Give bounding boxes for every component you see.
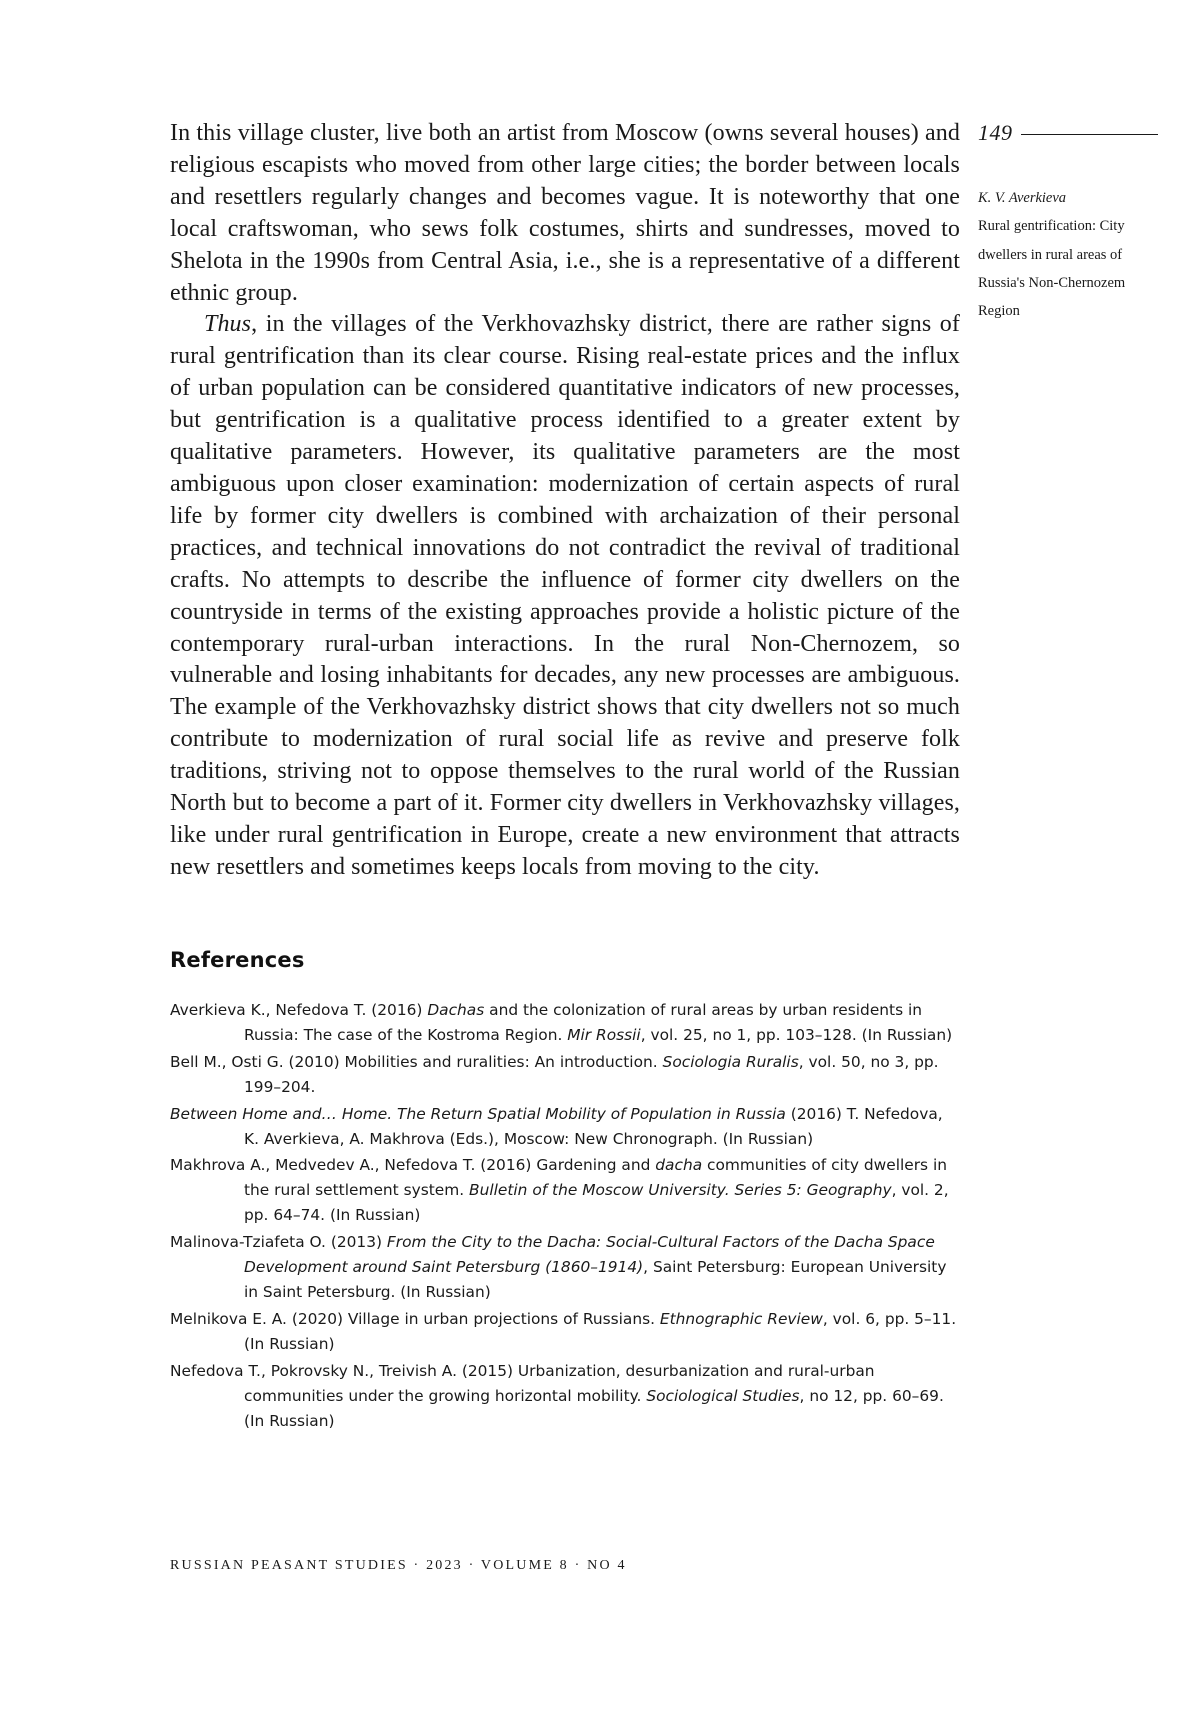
page-number-rule (1021, 134, 1159, 135)
reference-text: and the colonization of rural areas by urban residents in Russia: The case of the Kostroma Region. (244, 1000, 923, 1044)
reference-text: , vol. 50, no 3, pp. 199–204. (244, 1052, 939, 1096)
reference-item (170, 1307, 960, 1357)
reference-title-italic: Sociologia Ruralis (662, 1052, 799, 1071)
running-head (978, 184, 1158, 325)
reference-item (170, 1359, 960, 1434)
paragraph-2-text: , in the villages of the Verkhovazhsky district, there are rather signs of rural gentrification than its clear course. Rising real-estate prices and the influx of urban population can be considered quantitative indicators of new processes, but gentrification is a qualitative process identified to a greater extent by qualitative parameters. However, its qualitative parameters are the most ambiguous upon closer examination: modernization of certain aspects of rural life by former city dwellers is combined with archaization of their personal practices, and technical innovations do not contradict the revival of traditional crafts. No attempts to describe the influence of former city dwellers on the countryside in terms of the existing approaches provide a holistic picture of the contemporary rural-urban interactions. In the rural Non-Chernozem, so vulnerable and losing inhabitants for decades, any new processes are ambiguous. The example of the Verkhovazhsky district shows that city dwellers not so much contribute to modernization of rural social life as revive and preserve folk traditions, striving not to oppose themselves to the rural world of the Russian North but to become a part of it. Former city dwellers in Verkhovazhsky villages, like under rural gentrification in Europe, create a new environment that attracts new resettlers and sometimes keeps locals from moving to the city. (170, 311, 960, 880)
references-list (170, 998, 960, 1434)
reference-item (170, 1153, 960, 1228)
reference-title-italic: Ethnographic Review (659, 1310, 823, 1329)
reference-text: Nefedova T., Pokrovsky N., Treivish A. (2015) Urbanization, desurbanization and rural-urban communities under the growing horizontal mobility. (170, 1362, 875, 1406)
reference-text: Malinova-Tziafeta O. (2013) (170, 1233, 387, 1252)
running-head-title: Rural gentrification: City dwellers in rural areas of Russia's Non-Chernozem Region (978, 218, 1126, 320)
page-number-row (978, 120, 1158, 146)
page-number: 149 (978, 120, 1013, 145)
references-heading: References (170, 947, 305, 972)
reference-text: , Saint Petersburg: European University in Saint Petersburg. (In Russian) (244, 1258, 947, 1302)
reference-title-italic: Mir Rossii (567, 1025, 641, 1044)
reference-title-italic: Dachas (427, 1000, 485, 1019)
running-head-author: K. V. Averkieva (978, 190, 1067, 206)
reference-item (170, 998, 960, 1048)
reference-text: Makhrova A., Medvedev A., Nefedova T. (2016) Gardening and (170, 1156, 656, 1175)
body-paragraph-2 (170, 309, 960, 883)
reference-item (170, 1050, 960, 1100)
main-text-column (170, 118, 960, 1436)
reference-title-italic: Sociological Studies (646, 1387, 800, 1406)
reference-text: , vol. 2, pp. 64–74. (In Russian) (244, 1181, 949, 1225)
reference-text: communities of city dwellers in the rural settlement system. (244, 1156, 947, 1200)
reference-title-italic: Bulletin of the Moscow University. Series 5: Geography (469, 1181, 892, 1200)
reference-text: Melnikova E. A. (2020) Village in urban projections of Russians. (170, 1310, 660, 1329)
margin-column (978, 120, 1158, 325)
reference-text: , vol. 25, no 1, pp. 103–128. (In Russian) (640, 1025, 953, 1044)
reference-text: Averkieva K., Nefedova T. (2016) (170, 1000, 428, 1019)
reference-text: , vol. 6, pp. 5–11. (In Russian) (244, 1310, 957, 1354)
reference-item (170, 1230, 960, 1305)
reference-title-italic: dacha (655, 1156, 703, 1175)
body-paragraph-1: In this village cluster, live both an artist from Moscow (owns several houses) and religious escapists who moved from other large cities; the border between locals and resettlers regularly changes and becomes vague. It is noteworthy that one local craftswoman, who sews folk costumes, shirts and sundresses, moved to Shelota in the 1990s from Central Asia, i.e., she is a representative of a different ethnic group. (170, 120, 960, 306)
reference-title-italic: Between Home and… Home. The Return Spatial Mobility of Population in Russia (170, 1104, 786, 1123)
paragraph-2-lead-word: Thus (204, 311, 252, 338)
reference-text: , no 12, pp. 60–69. (In Russian) (244, 1387, 944, 1430)
reference-item (170, 1102, 960, 1152)
page-footer: RUSSIAN PEASANT STUDIES · 2023 · VOLUME 8 · NO 4 (170, 1558, 627, 1573)
reference-title-italic: From the City to the Dacha: Social-Cultural Factors of the Dacha Space Development around Saint Petersburg (1860–1914) (244, 1233, 935, 1277)
reference-text: Bell M., Osti G. (2010) Mobilities and ruralities: An introduction. (170, 1052, 663, 1071)
reference-text: (2016) T. Nefedova, K. Averkieva, A. Makhrova (Eds.), Moscow: New Chronograph. (In Russian) (244, 1104, 943, 1148)
